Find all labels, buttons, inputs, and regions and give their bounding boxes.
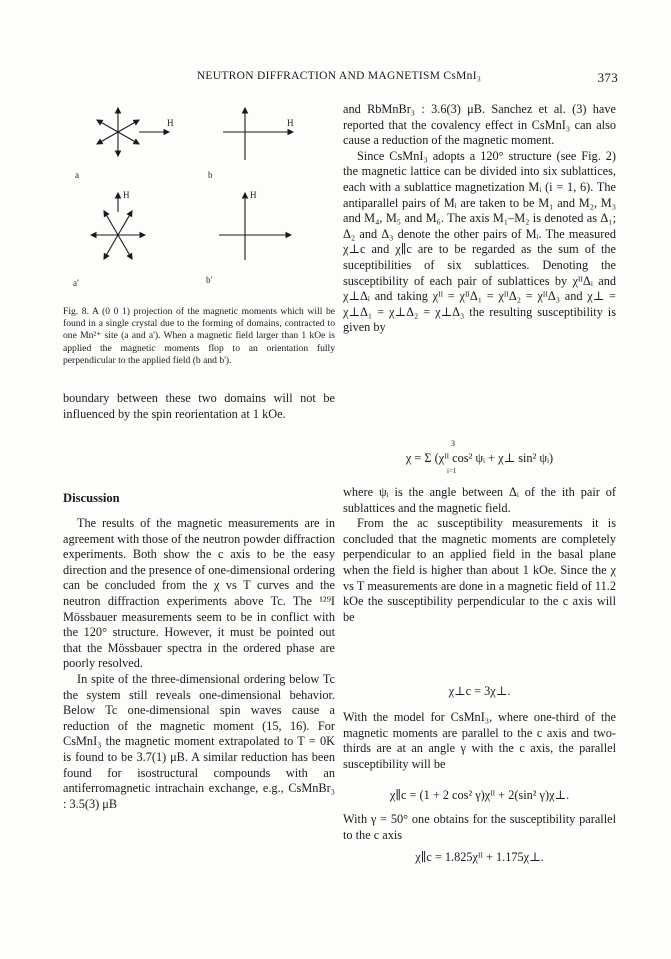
panel-label-a: a: [75, 170, 79, 180]
panel-b-prime-cross: [219, 193, 291, 260]
eq-1-sum-upper: 3: [451, 439, 455, 448]
left-para-continued: boundary between these two domains will not be influenced by the spin reorientation at 1 kOe.: [63, 391, 335, 421]
right-column-top: [343, 102, 616, 336]
field-label-b-prime: H: [250, 190, 257, 200]
eq-1-sum-lower: i=1: [447, 467, 457, 475]
left-para-2: In spite of the three-dimensional ordering below Tc the system still reveals one-dimensional behavior. Below Tc one-dimensional spin waves cause a reduction of the magnetic moment (15, 16). For CsMnI₃ the magnetic moment extrapolated to T = 0K is found to be 3.7(1) μB. A similar reduction has been found for isostructural compounds with an antiferromagnetic intrachain exchange, e.g., CsMnBr₃ : 3.5(3) μB: [63, 671, 335, 811]
panel-label-b: b: [208, 170, 213, 180]
right-para-3: Since CsMnI₃ adopts a 120° structure (see Fig. 2) the magnetic lattice can be divided into six sublattices, each with a sublattice magnetization Mᵢ (i = 1, 6). The antiparallel pairs of Mᵢ are taken to be M₁ and M₂, M₃ and M₄, M₅ and M₆. The axis M₁–M₂ is denoted as Δ₁; Δ₂ and Δ₃ denote the other pairs of Mᵢ. The measured χ⊥c and χ∥c are to be regarded as the sum of the suceptibilities of six sublattices. Denoting the susceptibility of each pair of sublattices by χᴵᴵΔᵢ and χ⊥Δᵢ and taking χᴵᴵ = χᴵᴵΔ₁ = χᴵᴵΔ₂ = χᴵᴵΔ₃ and χ⊥ = χ⊥Δ₁ = χ⊥Δ₂ = χ⊥Δ₃ the resulting susceptibility is given by: [343, 148, 616, 335]
panel-b-cross: [223, 108, 293, 160]
section-heading-discussion: Discussion: [63, 491, 120, 505]
right-para-5: From the ac susceptibility measurements it is concluded that the magnetic moments are completely perpendicular to an applied field in the basal plane when the field is higher than about 1 kOe. Since the χ vs T measurements are done in a magnetic field of 11.2 kOe the susceptibility perpendicular to the c axis will be: [343, 516, 616, 624]
field-label-b: H: [287, 118, 294, 128]
running-header: [60, 70, 618, 88]
right-para-4: where ψᵢ is the angle between Δᵢ of the ith pair of sublattices and the magnetic field.: [343, 485, 616, 515]
right-para-7: With γ = 50° one obtains for the susceptibility parallel to the c axis: [343, 812, 616, 842]
equation-2: χ⊥c = 3χ⊥.: [448, 684, 511, 698]
equation-4: χ∥c = 1.825χᴵᴵ + 1.175χ⊥.: [415, 850, 544, 864]
figure-caption: Fig. 8. A (0 0 1) projection of the magnetic moments which will be found in a single crystal due to the forming of domains, contracted to one Mn²⁺ site (a and a'). When a magnetic field larger than 1 kOe is applied the magnetic moments flop to an orientation fully perpendicular to the applied field (b and b').: [63, 306, 335, 366]
right-para-6: With the model for CsMnI₃, where one-third of the magnetic moments are parallel to the c axis and two-thirds are at an angle γ with the c axis, the parallel susceptibility will be: [343, 710, 616, 771]
page-number: 373: [597, 70, 618, 85]
field-label-a-prime: H: [123, 190, 130, 200]
left-para-1: The results of the magnetic measurements are in agreement with those of the neutron powder diffraction experiments. Both show the c axis to be the easy direction and the presence of one-dimensional ordering can be concluded from the χ vs T curves and the neutron diffraction experiments above Tc. The ¹²⁹I Mössbauer measurements seem to be in conflict with the 120° structure. However, it must be pointed out that the Mössbauer spectra in the ordered phase are poorly resolved.: [63, 516, 335, 671]
right-para-continued: and RbMnBr₃ : 3.6(3) μB. Sanchez et al. (3) have reported that the covalency effect in CsMnI₃ can also cause a reduction of the magnetic moment.: [343, 102, 616, 148]
eq-1-body: χ = Σ (χᴵᴵ cos² ψᵢ + χ⊥ sin² ψᵢ): [405, 451, 554, 465]
field-label-a: H: [167, 118, 174, 128]
left-column-body: [63, 516, 335, 812]
panel-label-a-prime: a': [73, 278, 79, 288]
panel-label-b-prime: b': [206, 275, 213, 285]
panel-a-star: [97, 108, 169, 156]
running-title: NEUTRON DIFFRACTION AND MAGNETISM CsMnI₃: [196, 70, 482, 82]
panel-a-prime-star: [91, 193, 145, 259]
right-column-middle: [343, 485, 616, 625]
left-column: [63, 391, 335, 422]
equation-1: [343, 439, 616, 477]
figure-8-moment-projections: [65, 100, 345, 300]
equation-3: χ∥c = (1 + 2 cos² γ)χᴵᴵ + 2(sin² γ)χ⊥.: [389, 788, 570, 802]
